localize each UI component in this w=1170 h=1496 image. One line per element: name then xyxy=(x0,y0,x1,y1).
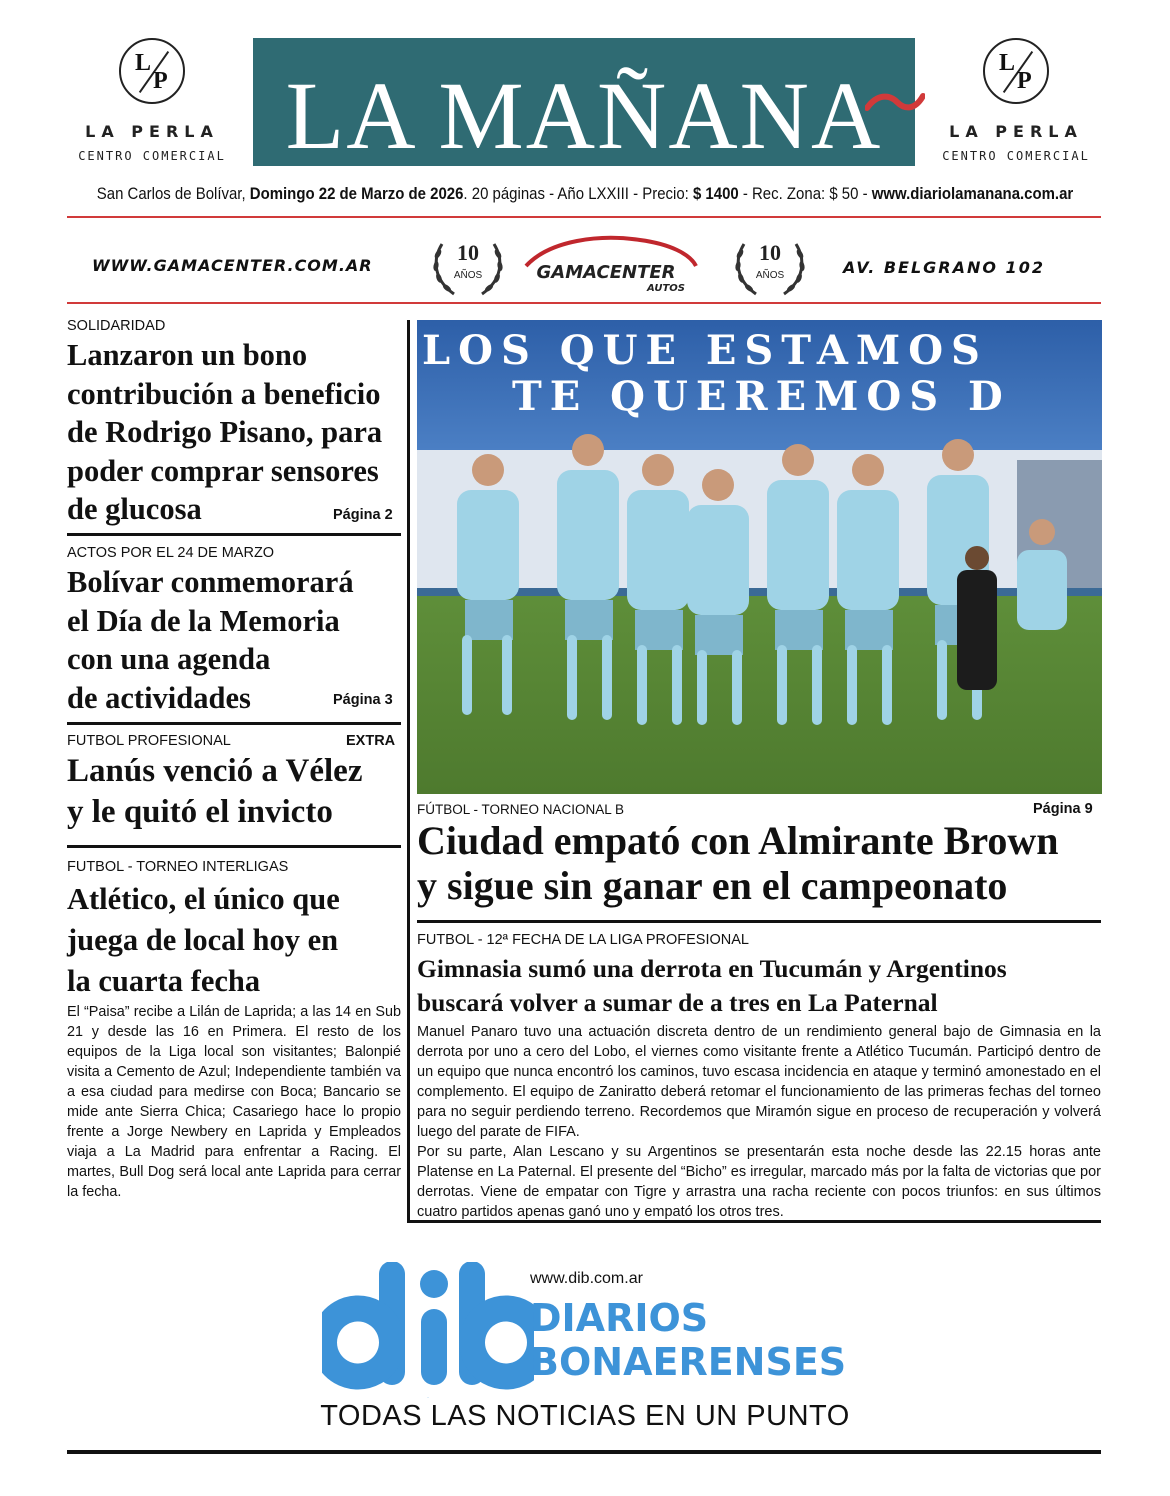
page-reference[interactable]: Página 9 xyxy=(1033,801,1093,817)
headline-line: Lanzaron un bono xyxy=(67,338,308,372)
logo-subtitle: CENTRO COMERCIAL xyxy=(942,149,1090,163)
la-perla-logo-right xyxy=(921,38,1111,178)
team-photo-illustration xyxy=(417,320,1102,794)
divider xyxy=(67,533,401,536)
logo-initial-l: L xyxy=(135,50,152,76)
dib-name-line-1: DIARIOS xyxy=(530,1296,709,1340)
story-headline[interactable] xyxy=(417,952,1107,1020)
dateline-pages: . 20 páginas - Año LXXIII - Precio: xyxy=(463,184,693,203)
headline-line: y le quitó el invicto xyxy=(67,794,333,830)
dateline-site-link[interactable]: www.diariolamanana.com.ar xyxy=(871,184,1074,203)
main-photo[interactable] xyxy=(417,320,1102,794)
story-kicker: ACTOS POR EL 24 DE MARZO xyxy=(67,545,275,561)
gamacenter-logo xyxy=(520,232,700,296)
headline-line: buscará volver a sumar de a tres en La Paternal xyxy=(417,988,938,1017)
bottom-rule xyxy=(67,1450,1101,1454)
masthead-banner xyxy=(253,38,915,169)
badge-number: 10 xyxy=(457,240,479,265)
gamacenter-url[interactable]: WWW.GAMACENTER.COM.AR xyxy=(92,256,373,275)
newspaper-title: LA MAÑANA xyxy=(285,62,883,169)
logo-initial-l: L xyxy=(999,50,1016,76)
logo-name: LA PERLA xyxy=(949,122,1083,141)
badge-text: AÑOS xyxy=(453,270,483,281)
logo-subtitle: CENTRO COMERCIAL xyxy=(78,149,226,163)
dateline xyxy=(70,184,1100,204)
gamacenter-logo-text: GAMACENTER xyxy=(536,262,676,283)
photo-banner-text: TE QUEREMOS D xyxy=(512,373,1011,420)
headline-line: Gimnasia sumó una derrota en Tucumán y Argentinos xyxy=(417,954,1007,983)
headline-line: la cuarta fecha xyxy=(67,964,261,998)
main-headline[interactable] xyxy=(417,818,1107,908)
logo-initial-p: P xyxy=(153,68,168,94)
story-kicker: FÚTBOL - TORNEO NACIONAL B xyxy=(417,802,625,817)
divider xyxy=(67,216,1101,218)
dateline-date: Domingo 22 de Marzo de 2026 xyxy=(249,184,464,203)
dib-name-line-2: BONAERENSES xyxy=(530,1340,847,1384)
logo-name: LA PERLA xyxy=(85,122,219,141)
story-headline[interactable] xyxy=(67,336,407,529)
extra-tag: EXTRA xyxy=(346,733,396,749)
story-body: El “Paisa” recibe a Lilán de Laprida; a las 14 en Sub 21 y desde las 16 en Primera. El resto de los equipos de la Liga local son visitantes; Balonpié visita a Cemento de Azul; Independiente también va a esa ciudad para medirse con Boca; Bancario se mide ante Sierra Chica; Casariego hace lo propio frente a Jorge Newbery en Laprida y Empleados viaja a La Madrid para enfrentar a Racing. El martes, Bull Dog será local ante Laprida para cerrar la fecha. xyxy=(67,1004,401,1200)
headline-line: de Rodrigo Pisano, para xyxy=(67,415,383,449)
headline-line: juega de local hoy en xyxy=(67,923,339,957)
headline-line: de actividades xyxy=(67,680,251,715)
logo-initial-p: P xyxy=(1017,68,1032,94)
dateline-zone: - Rec. Zona: $ 50 - xyxy=(738,184,872,203)
headline-line: poder comprar sensores xyxy=(67,453,379,488)
dib-url[interactable]: www.dib.com.ar xyxy=(530,1270,643,1287)
dateline-city: San Carlos de Bolívar, xyxy=(96,184,250,203)
story-kicker: FUTBOL PROFESIONAL xyxy=(67,733,231,749)
story-body xyxy=(417,1022,1101,1222)
la-perla-emblem xyxy=(983,38,1049,104)
badge-number: 10 xyxy=(759,240,781,265)
divider xyxy=(417,920,1101,923)
dateline-price: $ 1400 xyxy=(692,184,739,203)
photo-banner-text: LOS QUE ESTAMOS xyxy=(422,327,988,374)
la-perla-emblem xyxy=(119,38,185,104)
headline-line: de glucosa xyxy=(67,492,202,526)
gamacenter-address: AV. BELGRANO 102 xyxy=(843,258,1045,277)
headline-line: contribución a beneficio xyxy=(67,376,381,411)
headline-line: con una agenda xyxy=(67,642,271,676)
dib-logo-text: dib xyxy=(427,1398,429,1399)
divider xyxy=(67,722,401,725)
headline-line: Ciudad empató con Almirante Brown xyxy=(417,818,1059,863)
dib-logo-icon xyxy=(322,1262,534,1402)
page-reference[interactable]: Página 2 xyxy=(333,507,393,523)
page-reference[interactable]: Página 3 xyxy=(333,692,393,708)
divider xyxy=(67,845,401,848)
column-divider xyxy=(407,320,410,1222)
story-kicker: SOLIDARIDAD xyxy=(67,318,166,334)
story-headline[interactable] xyxy=(67,879,407,1002)
headline-line: Lanús venció a Vélez xyxy=(67,753,363,789)
story-paragraph: Manuel Panaro tuvo una actuación discreta dentro de un rendimiento general bajo de Gimnasia en la derrota por uno a cero del Lobo, el viernes como visitante frente a Atlético Tucumán. Participó dentro de un equipo que nunca encontró los caminos, tuvo escasa incidencia en ataque y terminó amonestado en el complemento. El equipo de Zaniratto deberá retomar el funcionamiento de las primeras fechas del torneo para no seguir perdiendo terreno. Recordemos que Miramón sigue en proceso de recuperación y volverá luego del parate de FIFA. xyxy=(417,1024,1101,1140)
headline-line: el Día de la Memoria xyxy=(67,603,340,638)
gamacenter-logo-sub: AUTOS xyxy=(647,283,685,294)
headline-line: Bolívar conmemorará xyxy=(67,565,354,599)
story-headline[interactable] xyxy=(67,751,407,833)
story-kicker: FUTBOL - 12ª FECHA DE LA LIGA PROFESIONAL xyxy=(417,932,749,948)
la-perla-logo-left xyxy=(57,38,247,178)
headline-line: y sigue sin ganar en el campeonato xyxy=(417,863,1008,908)
dib-slogan: TODAS LAS NOTICIAS EN UN PUNTO xyxy=(320,1400,850,1432)
divider xyxy=(407,1220,1101,1223)
divider xyxy=(67,302,1101,304)
story-kicker: FUTBOL - TORNEO INTERLIGAS xyxy=(67,859,289,875)
laurel-badge-icon xyxy=(730,230,810,302)
headline-line: Atlético, el único que xyxy=(67,882,340,916)
story-paragraph: Por su parte, Alan Lescano y su Argentinos se presentarán esta noche desde las 22.15 horas ante Platense en La Paternal. El presente del “Bicho” es irregular, marcado más por la falta de victorias que por derrotas. Viene de empatar con Tigre y arrastra una racha reciente con pocos triunfos: en sus últimos cuatro partidos apenas ganó uno y empató los otros tres. xyxy=(417,1144,1101,1220)
laurel-badge-icon xyxy=(428,230,508,302)
badge-text: AÑOS xyxy=(755,270,785,281)
